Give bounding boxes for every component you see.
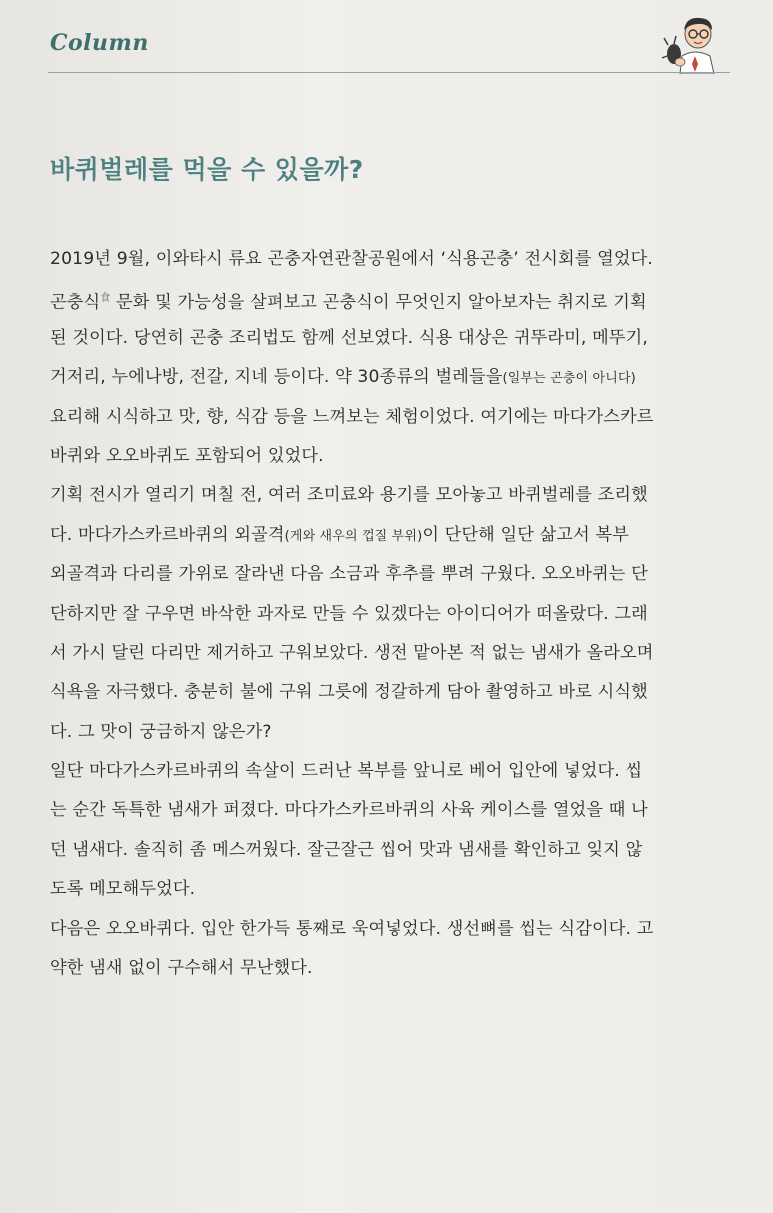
body-line: 도록 메모해두었다. [50,879,196,900]
article-body [50,240,740,988]
body-line: 2019년 9월, 이와타시 류요 곤충자연관찰공원에서 ‘식용곤충’ 전시회를 열었다. [50,249,654,269]
body-line: 외골격과 다리를 가위로 잘라낸 다음 소금과 후추를 뿌려 구웠다. 오오바퀴는 단 [50,564,648,585]
header-divider [48,72,730,73]
body-line: 일단 마다가스카르바퀴의 속살이 드러난 복부를 앞니로 베어 입안에 넣었다. 씹 [50,761,643,782]
scientist-mascot-icon [662,12,728,74]
body-line: 던 냄새다. 솔직히 좀 메스꺼웠다. 잘근잘근 씹어 맛과 냄새를 확인하고 잊지 않 [50,839,643,860]
body-line: 거저리, 누에나방, 전갈, 지네 등이다. 약 30종류의 벌레들을(일부는 곤충이 아니다) [50,367,636,388]
body-line: 다음은 오오바퀴다. 입안 한가득 통째로 욱여넣었다. 생선뼈를 씹는 식감이다. 고 [50,918,654,939]
body-line: 서 가시 달린 다리만 제거하고 구워보았다. 생전 맡아본 적 없는 냄새가 올라오며 [50,642,654,663]
column-label: Column [50,30,149,56]
body-line: 요리해 시식하고 맛, 향, 식감 등을 느껴보는 체험이었다. 여기에는 마다가스카르 [50,406,654,427]
parenthetical-note: (일부는 곤충이 아니다) [502,371,636,387]
parenthetical-note: (게와 새우의 껍질 부위) [284,528,423,544]
hanja-annotation: 食 [100,293,111,305]
body-line: 식욕을 자극했다. 충분히 불에 구워 그릇에 정갈하게 담아 촬영하고 바로 시식했 [50,682,648,703]
body-line: 약한 냄새 없이 구수해서 무난했다. [50,958,313,979]
article-title: 바퀴벌레를 먹을 수 있을까? [50,155,364,184]
body-line: 다. 그 맛이 궁금하지 않은가? [50,721,272,742]
body-line: 바퀴와 오오바퀴도 포함되어 있었다. [50,445,324,466]
body-line: 곤충식$^食$ 문화 및 가능성을 살펴보고 곤충식이 무엇인지 알아보자는 취지로 기획 [50,293,647,314]
body-line: 기획 전시가 열리기 며칠 전, 여러 조미료와 용기를 모아놓고 바퀴벌레를 조리했 [50,485,648,506]
body-line: 단하지만 잘 구우면 바삭한 과자로 만들 수 있겠다는 아이디어가 떠올랐다. 그래 [50,603,648,624]
body-line: 는 순간 독특한 냄새가 퍼졌다. 마다가스카르바퀴의 사육 케이스를 열었을 때 나 [50,800,648,821]
body-line: 다. 마다가스카르바퀴의 외골격(게와 새우의 껍질 부위)이 단단해 일단 삶고서 복부 [50,524,630,545]
body-line: 된 것이다. 당연히 곤충 조리법도 함께 선보였다. 식용 대상은 귀뚜라미, 메뚜기, [50,327,648,348]
